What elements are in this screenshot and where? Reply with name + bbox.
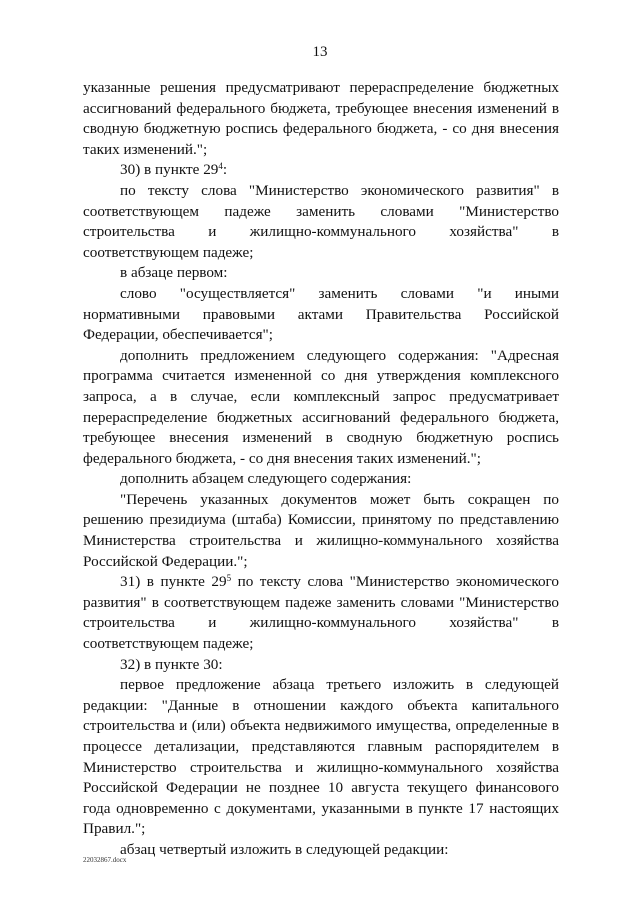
page-number: 13 (312, 44, 328, 60)
paragraph (83, 160, 559, 181)
paragraph (83, 263, 559, 284)
paragraph-text: в абзаце первом: (120, 264, 228, 282)
paragraph-text: 30) в пункте 29 (120, 161, 219, 179)
paragraph-text: слово "осуществляется" заменить словами "и иными нормативными правовыми актами Правительства Российской Федерации, обеспечивается"; (83, 284, 559, 344)
paragraph (83, 840, 559, 861)
paragraph-text-after: по тексту слова "Министерство экономического развития" в соответствующем падеже заменить словами "Министерство строительства и жилищно-коммунального хозяйства" в соответствующем падеже; (83, 573, 559, 653)
paragraph-text: 31) в пункте 29 (120, 573, 227, 591)
paragraph-text: по тексту слова "Министерство экономического развития" в соответствующем падеже заменить словами "Министерство строительства и жилищно-коммунального хозяйства" в соответствующем падеже; (83, 181, 559, 261)
paragraph (83, 181, 559, 263)
paragraph-text: 32) в пункте 30: (120, 655, 223, 673)
paragraph (83, 675, 559, 840)
paragraph-text-after: : (222, 161, 228, 179)
superscript: 4 (218, 161, 223, 172)
paragraph (83, 490, 559, 572)
paragraph-text: абзац четвертый изложить в следующей редакции: (120, 840, 449, 858)
paragraph (83, 572, 559, 654)
paragraph-text: указанные решения предусматривают перераспределение бюджетных ассигнований федерального бюджета, требующее внесения изменений в сводную бюджетную роспись федерального бюджета, - со дня внесения таких изменений."; (83, 79, 559, 158)
paragraph-text: дополнить предложением следующего содержания: "Адресная программа считается измененной со дня утверждения комплексного запроса, а в случае, если комплексный запрос предусматривает перераспределение бюджетных ассигнований федерального бюджета, требующее внесения изменений в сводную бюджетную роспись федерального бюджета, - со дня внесения таких изменений."; (83, 346, 559, 467)
paragraph (83, 469, 559, 490)
paragraph (83, 78, 559, 160)
paragraph (83, 346, 559, 470)
superscript: 5 (226, 573, 232, 584)
paragraph (83, 655, 559, 676)
paragraph-text: "Перечень указанных документов может быть сокращен по решению президиума (штаба) Комиссии, принятому по представлению Министерства строительства и жилищно-коммунального хозяйства Российской Федерации."; (83, 490, 559, 570)
document-body (83, 78, 559, 861)
paragraph (83, 284, 559, 346)
paragraph-text: первое предложение абзаца третьего изложить в следующей редакции: "Данные в отношении каждого объекта капитального строительства и (или) объекта недвижимого имущества, определенные в процессе детализации, представляются главным распорядителем в Министерство строительства и жилищно-коммунального хозяйства Российской Федерации не позднее 10 августа текущего финансового года одновременно с документами, указанными в пункте 17 настоящих Правил."; (83, 676, 559, 838)
document-filename: 22032867.docx (83, 856, 127, 864)
paragraph-text: дополнить абзацем следующего содержания: (120, 470, 412, 488)
